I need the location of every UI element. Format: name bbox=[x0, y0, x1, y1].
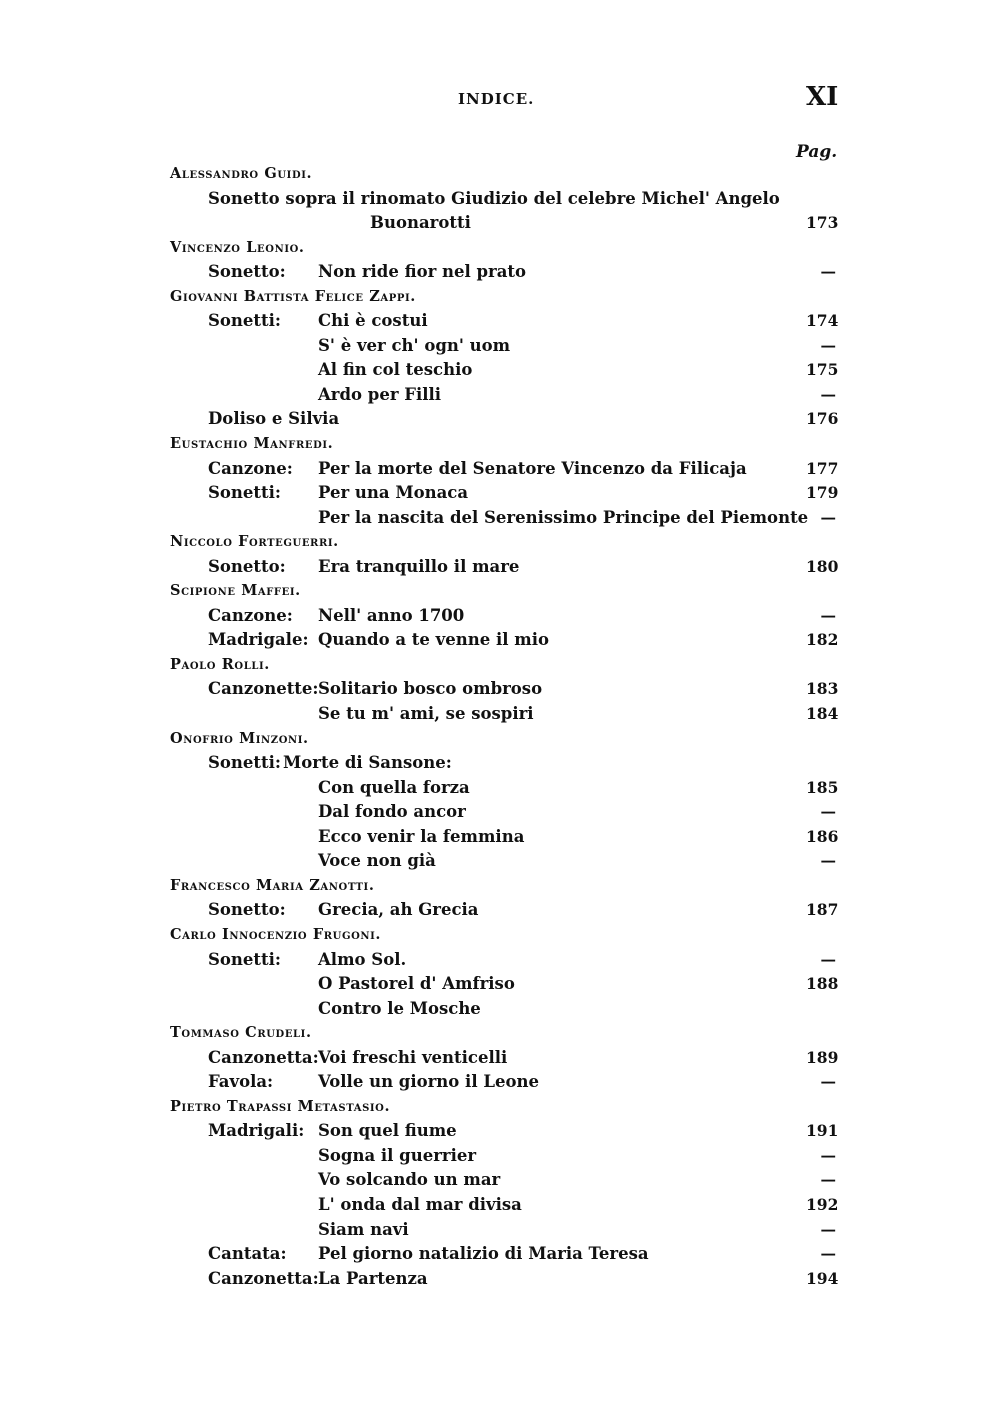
author-heading-row bbox=[0, 923, 1000, 948]
index-entry-row bbox=[0, 1218, 1000, 1243]
work-title: Ardo per Filli bbox=[318, 384, 442, 404]
index-entry-row bbox=[0, 849, 1000, 874]
index-entry-row bbox=[0, 211, 1000, 236]
genre-label: Sonetti: bbox=[208, 753, 282, 773]
page-ref: — bbox=[820, 1219, 836, 1239]
genre-label: Madrigale: bbox=[208, 630, 309, 650]
author-name: Scipione Maffei. bbox=[170, 582, 301, 600]
author-name: Paolo Rolli. bbox=[170, 655, 270, 673]
index-entry-row bbox=[0, 260, 1000, 285]
page-ref: 191 bbox=[806, 1121, 839, 1141]
genre-label: Sonetto: bbox=[208, 262, 286, 282]
page-ref: 186 bbox=[806, 826, 839, 846]
page-ref: — bbox=[820, 949, 836, 969]
page-ref: 192 bbox=[806, 1194, 839, 1214]
genre-label: Sonetto: bbox=[208, 556, 286, 576]
work-title: Non ride fior nel prato bbox=[318, 262, 527, 282]
work-title: Sogna il guerrier bbox=[318, 1145, 477, 1165]
author-heading-row bbox=[0, 874, 1000, 899]
page-ref: — bbox=[820, 507, 836, 527]
work-title: Voi freschi venticelli bbox=[318, 1047, 508, 1067]
author-heading-row bbox=[0, 236, 1000, 261]
index-entry-row bbox=[0, 898, 1000, 923]
page-ref: 185 bbox=[806, 777, 839, 797]
page-ref: — bbox=[820, 262, 836, 282]
index-entry-row bbox=[0, 457, 1000, 482]
page-ref: — bbox=[820, 1145, 836, 1165]
work-title: Chi è costui bbox=[318, 311, 428, 331]
page-ref: 189 bbox=[806, 1047, 839, 1067]
index-entry-row bbox=[0, 948, 1000, 973]
author-name: Onofrio Minzoni. bbox=[170, 729, 309, 747]
author-heading-row bbox=[0, 579, 1000, 604]
page-ref: — bbox=[820, 1072, 836, 1092]
work-title: Almo Sol. bbox=[318, 949, 407, 969]
genre-label: Sonetti: bbox=[208, 483, 282, 503]
index-entry-row bbox=[0, 825, 1000, 850]
page-ref: 194 bbox=[806, 1268, 839, 1288]
index-entry-row bbox=[0, 972, 1000, 997]
index-entry-row bbox=[0, 776, 1000, 801]
index-entry-row bbox=[0, 407, 1000, 432]
page-ref: 176 bbox=[806, 409, 839, 429]
index-entry-row bbox=[0, 702, 1000, 727]
author-name: Tommaso Crudeli. bbox=[170, 1024, 312, 1042]
work-title: Per la morte del Senatore Vincenzo da Filicaja bbox=[318, 458, 747, 478]
index-entry-row bbox=[0, 187, 1000, 212]
index-entry-row bbox=[0, 1242, 1000, 1267]
work-title: Per la nascita del Serenissimo Principe del Piemonte bbox=[318, 507, 809, 527]
index-entry-row bbox=[0, 1193, 1000, 1218]
author-heading-row bbox=[0, 1095, 1000, 1120]
genre-label: Canzone: bbox=[208, 605, 293, 625]
work-title: Sonetto sopra il rinomato Giudizio del celebre Michel' Angelo bbox=[208, 188, 780, 208]
page-ref: 188 bbox=[806, 974, 839, 994]
work-title: Siam navi bbox=[318, 1219, 409, 1239]
genre-label: Canzone: bbox=[208, 458, 293, 478]
genre-label: Sonetto: bbox=[208, 900, 286, 920]
work-title: Voce non già bbox=[318, 851, 436, 871]
index-entry-row bbox=[0, 383, 1000, 408]
index-entry-row bbox=[0, 506, 1000, 531]
work-title: La Partenza bbox=[318, 1268, 428, 1288]
work-title: Solitario bosco ombroso bbox=[318, 679, 543, 699]
index-entry-row bbox=[0, 997, 1000, 1022]
page-ref: 187 bbox=[806, 900, 839, 920]
author-name: Alessandro Guidi. bbox=[170, 165, 313, 182]
index-entry-row bbox=[0, 358, 1000, 383]
page-ref: — bbox=[820, 851, 836, 871]
work-title: Grecia, ah Grecia bbox=[318, 900, 479, 920]
author-heading-row bbox=[0, 530, 1000, 555]
work-title: Vo solcando un mar bbox=[318, 1170, 501, 1190]
page-ref: — bbox=[820, 384, 836, 404]
work-title: S' è ver ch' ogn' uom bbox=[318, 335, 511, 355]
genre-label: Favola: bbox=[208, 1072, 274, 1092]
work-title: Dal fondo ancor bbox=[318, 802, 466, 822]
page-ref: 177 bbox=[806, 458, 839, 478]
work-title: Ecco venir la femmina bbox=[318, 826, 525, 846]
work-title: Nell' anno 1700 bbox=[318, 605, 465, 625]
index-entry-row bbox=[0, 555, 1000, 580]
page-title: INDICE. bbox=[458, 90, 535, 108]
author-heading-row bbox=[0, 285, 1000, 310]
index-entry-row bbox=[0, 1168, 1000, 1193]
index-entry-row bbox=[0, 1144, 1000, 1169]
page-ref: 173 bbox=[806, 213, 839, 233]
index-entry-row bbox=[0, 1070, 1000, 1095]
index-entry-row bbox=[0, 628, 1000, 653]
work-title: Doliso e Silvia bbox=[208, 409, 340, 429]
page-ref: — bbox=[820, 802, 836, 822]
author-name: Giovanni Battista Felice Zappi. bbox=[170, 287, 416, 305]
genre-label: Sonetti: bbox=[208, 949, 282, 969]
author-heading-row bbox=[0, 727, 1000, 752]
index-entry-row bbox=[0, 481, 1000, 506]
genre-label: Canzonetta: bbox=[208, 1047, 319, 1067]
page-ref: 182 bbox=[806, 630, 839, 650]
pag-column-label: Pag. bbox=[796, 142, 838, 162]
author-name: Pietro Trapassi Metastasio. bbox=[170, 1097, 391, 1115]
page-ref: 179 bbox=[806, 483, 839, 503]
work-title: Quando a te venne il mio bbox=[318, 630, 549, 650]
work-title: Al fin col teschio bbox=[318, 360, 473, 380]
work-title: Buonarotti bbox=[370, 213, 471, 233]
author-name: Niccolo Forteguerri. bbox=[170, 533, 339, 551]
author-name: Vincenzo Leonio. bbox=[170, 238, 305, 256]
index-entry-row bbox=[0, 334, 1000, 359]
author-heading-row bbox=[0, 432, 1000, 457]
author-heading-row bbox=[0, 653, 1000, 678]
page-ref: 180 bbox=[806, 556, 839, 576]
index-entry-row bbox=[0, 1267, 1000, 1292]
page-ref: — bbox=[820, 1244, 836, 1264]
page-ref: 184 bbox=[806, 704, 839, 724]
page-ref: — bbox=[820, 1170, 836, 1190]
work-title: Morte di Sansone: bbox=[283, 753, 452, 773]
index-entry-row bbox=[0, 1046, 1000, 1071]
work-title: O Pastorel d' Amfriso bbox=[318, 974, 515, 994]
index-entry-row bbox=[0, 604, 1000, 629]
genre-label: Cantata: bbox=[208, 1244, 287, 1264]
work-title: Se tu m' ami, se sospiri bbox=[318, 704, 534, 724]
index-entry-row bbox=[0, 800, 1000, 825]
page-ref: — bbox=[820, 605, 836, 625]
work-title: Son quel fiume bbox=[318, 1121, 457, 1141]
work-title: Pel giorno natalizio di Maria Teresa bbox=[318, 1244, 649, 1264]
index-entry-row bbox=[0, 309, 1000, 334]
page-ref: 183 bbox=[806, 679, 839, 699]
author-name: Eustachio Manfredi. bbox=[170, 435, 334, 453]
author-heading-row bbox=[0, 1021, 1000, 1046]
running-head bbox=[0, 82, 1000, 116]
work-title: Con quella forza bbox=[318, 777, 470, 797]
index-entry-row bbox=[0, 1119, 1000, 1144]
page-ref: 174 bbox=[806, 311, 839, 331]
page-ref: 175 bbox=[806, 360, 839, 380]
page-ref: — bbox=[820, 335, 836, 355]
work-title: Contro le Mosche bbox=[318, 998, 481, 1018]
page-number: XI bbox=[806, 82, 839, 112]
genre-label: Canzonette: bbox=[208, 679, 319, 699]
work-title: Volle un giorno il Leone bbox=[318, 1072, 539, 1092]
index-entry-row bbox=[0, 677, 1000, 702]
work-title: Per una Monaca bbox=[318, 483, 469, 503]
index-entry-row bbox=[0, 751, 1000, 776]
genre-label: Sonetti: bbox=[208, 311, 282, 331]
author-name: Francesco Maria Zanotti. bbox=[170, 876, 375, 894]
author-heading-row bbox=[0, 162, 1000, 187]
author-name: Carlo Innocenzio Frugoni. bbox=[170, 925, 382, 943]
work-title: L' onda dal mar divisa bbox=[318, 1194, 522, 1214]
genre-label: Madrigali: bbox=[208, 1121, 305, 1141]
work-title: Era tranquillo il mare bbox=[318, 556, 520, 576]
index-list bbox=[0, 162, 1000, 1291]
genre-label: Canzonetta: bbox=[208, 1268, 319, 1288]
